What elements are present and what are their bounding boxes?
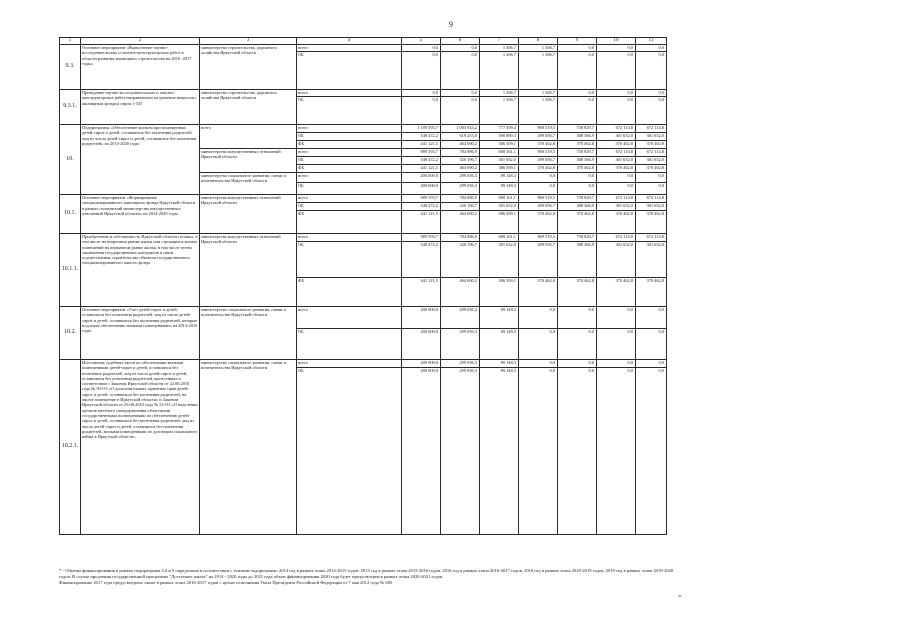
amount-cell: 0,0 xyxy=(597,90,636,97)
amount-cell: 0,0 xyxy=(636,368,667,535)
amount-cell: 1 189 593,7 xyxy=(402,125,441,133)
amount-cell: 777 309,4 xyxy=(480,125,519,133)
amount-cell: 1 306,7 xyxy=(519,52,558,90)
amount-cell: 0,0 xyxy=(636,45,667,52)
amount-cell: 301 652,0 xyxy=(597,203,636,211)
funding-source: ФБ xyxy=(297,278,402,307)
amount-cell: 0,0 xyxy=(402,45,441,52)
event-name: Проведение научно-исследовательских и опытно-конструкторских работ направленных на решение вопросов с жилищным фондом серии 1-335 xyxy=(81,90,200,125)
header-cell: 2 xyxy=(81,38,200,45)
header-cell: 10 xyxy=(597,38,636,45)
page-number: 9 xyxy=(449,20,453,29)
closing-quote-mark: ». xyxy=(678,593,683,599)
amount-cell: 784 886,9 xyxy=(441,195,480,203)
amount-cell: 464 690,2 xyxy=(441,211,480,234)
amount-cell: 370 462,8 xyxy=(519,278,558,307)
amount-cell: 386 509,1 xyxy=(480,211,519,234)
amount-cell: 301 652,0 xyxy=(636,242,667,278)
amount-cell: 1 306,7 xyxy=(480,52,519,90)
table-row xyxy=(60,45,667,52)
row-number: 9.3.1. xyxy=(60,90,81,125)
amount-cell: 672 114,8 xyxy=(636,234,667,242)
header-cell: 8 xyxy=(519,38,558,45)
funding-source: ФБ xyxy=(297,211,402,234)
executor: министерство строительства, дорожного хозяйства Иркутской области xyxy=(200,90,297,125)
header-cell: 4 xyxy=(297,38,402,45)
amount-cell: 370 462,8 xyxy=(636,278,667,307)
amount-cell: 0,0 xyxy=(519,173,558,183)
amount-cell: 0,0 xyxy=(558,90,597,97)
row-number: 10.1.1. xyxy=(60,234,81,307)
header-cell: 1 xyxy=(60,38,81,45)
amount-cell: 989 593,7 xyxy=(402,149,441,157)
amount-cell: 1 306,7 xyxy=(519,97,558,125)
funding-source: всего xyxy=(297,307,402,329)
amount-cell: 784 886,9 xyxy=(441,234,480,242)
amount-cell: 0,0 xyxy=(597,45,636,52)
event-name: Подпрограмма «Обеспечение жильем при помещенных детей-сирот и детей, оставшихся без попечения родителей, лиц из числа детей-сирот и детей, оставшихся без попечения родителей» на 2014-2020 годы xyxy=(81,125,200,195)
funding-source: всего xyxy=(297,90,402,97)
funding-source: ОБ xyxy=(297,242,402,278)
funding-source: всего xyxy=(297,173,402,183)
funding-source: всего xyxy=(297,149,402,157)
funding-source: ФБ xyxy=(297,141,402,149)
amount-cell: 320 196,7 xyxy=(441,242,480,278)
amount-cell: 869 519,5 xyxy=(519,195,558,203)
amount-cell: 989 593,7 xyxy=(402,234,441,242)
funding-source: ОБ xyxy=(297,97,402,125)
amount-cell: 370 462,8 xyxy=(597,211,636,234)
executor: министерство социального развития, опеки и попечительства Иркутской области xyxy=(200,173,297,195)
amount-cell: 619 253,0 xyxy=(441,133,480,141)
amount-cell: 301 652,0 xyxy=(636,133,667,141)
amount-cell: 370 462,8 xyxy=(519,211,558,234)
amount-cell: 0,0 xyxy=(636,307,667,329)
footnote-stages: * - Объемы финансирования в рамках подпрограмм 3,4 и 5 определены в соответствии с этапами подпрограмм: 2014 год в рамках этапа 2014-2015 годов, 2015 год в рамках этапа 2015-2016 годов, 2016 год в рамках этапа 2016-2017 годов, 2018 год в рамках этапа 2018-2019 годов, 2019 год в рамках этапа 2019-2020 годов. В случае продления государственной программы "Доступное жилье" на 2014 - 2020 годы до 2021 года объем финансирования 2020 года будет предусмотрен в рамках этапа 2020-2021 годов. xyxy=(59,568,674,580)
amount-cell: 0,0 xyxy=(558,45,597,52)
amount-cell: 548 472,2 xyxy=(402,203,441,211)
amount-cell: 464 690,2 xyxy=(441,278,480,307)
amount-cell: 441 121,5 xyxy=(402,211,441,234)
funding-source: ОБ xyxy=(297,52,402,90)
amount-cell: 0,0 xyxy=(558,183,597,195)
header-cell: 6 xyxy=(441,38,480,45)
funding-source: ОБ xyxy=(297,329,402,360)
amount-cell: 299 056,3 xyxy=(441,173,480,183)
amount-cell: 0,0 xyxy=(597,368,636,535)
amount-cell: 869 519,5 xyxy=(519,234,558,242)
amount-cell: 370 462,8 xyxy=(636,141,667,149)
funding-table xyxy=(59,37,667,535)
amount-cell: 672 114,8 xyxy=(597,234,636,242)
event-name: Основное мероприятие «Учет детей-сирот и детей, оставшихся без попечения родителей, лиц из числа детей-сирот и детей, оставшихся без попечения родителей, которые подлежат обеспечению жилыми помещениями» на 2014-2016 годы xyxy=(81,307,200,360)
amount-cell: 301 652,0 xyxy=(480,242,519,278)
executor: всего xyxy=(200,125,297,149)
amount-cell: 200 000,0 xyxy=(402,329,441,360)
amount-cell: 390 800,3 xyxy=(480,133,519,141)
row-number: 10.2.1. xyxy=(60,360,81,535)
amount-cell: 0,0 xyxy=(519,368,558,535)
amount-cell: 672 114,8 xyxy=(597,125,636,133)
amount-cell: 0,0 xyxy=(597,173,636,183)
amount-cell: 301 652,0 xyxy=(597,242,636,278)
amount-cell: 441 121,5 xyxy=(402,278,441,307)
amount-cell: 1 306,7 xyxy=(480,45,519,52)
amount-cell: 0,0 xyxy=(519,360,558,368)
amount-cell: 301 652,0 xyxy=(480,203,519,211)
amount-cell: 301 652,0 xyxy=(597,133,636,141)
table-row xyxy=(60,360,667,368)
amount-cell: 370 462,8 xyxy=(519,165,558,173)
amount-cell: 0,0 xyxy=(597,52,636,90)
row-number: 10.2. xyxy=(60,307,81,360)
funding-source: всего xyxy=(297,360,402,368)
amount-cell: 0,0 xyxy=(441,90,480,97)
header-cell: 9 xyxy=(558,38,597,45)
amount-cell: 386 509,1 xyxy=(480,141,519,149)
amount-cell: 388 366,9 xyxy=(558,157,597,165)
amount-cell: 200 000,0 xyxy=(402,368,441,535)
amount-cell: 0,0 xyxy=(558,368,597,535)
amount-cell: 386 509,1 xyxy=(480,278,519,307)
amount-cell: 0,0 xyxy=(597,97,636,125)
amount-cell: 0,0 xyxy=(636,97,667,125)
amount-cell: 499 056,7 xyxy=(519,133,558,141)
amount-cell: 758 829,7 xyxy=(558,195,597,203)
footnotes xyxy=(59,568,679,587)
funding-source: ОБ xyxy=(297,157,402,165)
amount-cell: 989 593,7 xyxy=(402,195,441,203)
funding-source: всего xyxy=(297,125,402,133)
amount-cell: 200 000,0 xyxy=(402,360,441,368)
amount-cell: 320 196,7 xyxy=(441,203,480,211)
amount-cell: 0,0 xyxy=(558,360,597,368)
header-cell: 5 xyxy=(402,38,441,45)
header-cell: 11 xyxy=(636,38,667,45)
amount-cell: 0,0 xyxy=(402,52,441,90)
amount-cell: 672 114,8 xyxy=(597,149,636,157)
amount-cell: 301 652,0 xyxy=(480,157,519,165)
amount-cell: 299 056,3 xyxy=(441,329,480,360)
amount-cell: 499 056,7 xyxy=(519,157,558,165)
funding-source: ОБ xyxy=(297,133,402,141)
amount-cell: 89 148,3 xyxy=(480,183,519,195)
event-name: Основное мероприятие «Выполнение научно-исследовательских и опытно-конструкторских работ в области развития жилищного строительства на 2016 -2017 годы» xyxy=(81,45,200,90)
amount-cell: 0,0 xyxy=(636,52,667,90)
funding-source: ОБ xyxy=(297,203,402,211)
amount-cell: 0,0 xyxy=(636,183,667,195)
amount-cell: 370 462,8 xyxy=(636,211,667,234)
amount-cell: 758 829,7 xyxy=(558,125,597,133)
table-row xyxy=(60,234,667,242)
amount-cell: 299 056,3 xyxy=(441,183,480,195)
amount-cell: 370 462,8 xyxy=(558,278,597,307)
executor: министерство строительства, дорожного хозяйства Иркутской области xyxy=(200,45,297,90)
amount-cell: 370 462,8 xyxy=(558,165,597,173)
amount-cell: 441 121,5 xyxy=(402,165,441,173)
amount-cell: 370 462,8 xyxy=(558,141,597,149)
amount-cell: 0,0 xyxy=(597,360,636,368)
event-name: Приобретение в собственность Иркутской области готовых, в том числе на вторичном рынке жилья или строящихся жилых помещений на первичном рынке жилья, в том числе путем заключения государственных контрактов в связи осуществления строительства объектов государственного специализированного жилого фонда xyxy=(81,234,200,307)
amount-cell: 0,0 xyxy=(441,52,480,90)
executor: министерство социального развития, опеки и попечительства Иркутской области xyxy=(200,360,297,535)
amount-cell: 869 519,5 xyxy=(519,149,558,157)
amount-cell: 0,0 xyxy=(441,97,480,125)
amount-cell: 386 509,1 xyxy=(480,165,519,173)
amount-cell: 784 886,9 xyxy=(441,149,480,157)
amount-cell: 370 462,8 xyxy=(597,141,636,149)
amount-cell: 370 462,8 xyxy=(597,165,636,173)
table-row xyxy=(60,125,667,133)
amount-cell: 1 306,7 xyxy=(480,90,519,97)
amount-cell: 299 056,3 xyxy=(441,360,480,368)
amount-cell: 0,0 xyxy=(558,97,597,125)
amount-cell: 299 056,3 xyxy=(441,307,480,329)
event-name: Основное мероприятие «Формирование специализированного жилищного фонда Иркутской области в рамках полномочий министерства имущественных отношений Иркутской области» на 2014-2020 годы xyxy=(81,195,200,234)
amount-cell: 1 083 943,2 xyxy=(441,125,480,133)
event-name: Исполнение судебных актов по обеспечению жилыми помещениями детей-сирот и детей, оставшихся без попечения родителей, лиц из числа детей-сирот и детей, оставшихся без попечения родителей, вынесенных в соответствии с Законом Иркутской области от 22.06.2010 года № 50-ОЗ «О дополнительных гарантиях прав детей-сирот и детей, оставшихся без попечения родителей, на жилое помещение в Иркутской области» и Законом Иркутской области от 29.06.2010 года № 52-ОЗ «О наделении органов местного самоуправления областными государственными полномочиями по обеспечению детей-сирот и детей, оставшихся без попечения родителей, лиц из числа детей-сирот и детей, оставшихся без попечения родителей, жилыми помещениями по договорам социального найма в Иркутской области» xyxy=(81,360,200,535)
amount-cell: 672 114,8 xyxy=(636,149,667,157)
executor: министерство социального развития, опеки и попечительства Иркутской области xyxy=(200,307,297,360)
table-row xyxy=(60,307,667,329)
amount-cell: 499 056,7 xyxy=(519,203,558,211)
amount-cell: 89 148,3 xyxy=(480,360,519,368)
row-number: 9.3. xyxy=(60,45,81,90)
amount-cell: 89 148,3 xyxy=(480,307,519,329)
amount-cell: 301 652,0 xyxy=(597,157,636,165)
amount-cell: 0,0 xyxy=(519,307,558,329)
amount-cell: 89 148,3 xyxy=(480,329,519,360)
amount-cell: 672 114,8 xyxy=(636,125,667,133)
amount-cell: 0,0 xyxy=(558,307,597,329)
header-row xyxy=(60,38,667,45)
row-number: 10.1. xyxy=(60,195,81,234)
amount-cell: 672 114,8 xyxy=(636,195,667,203)
amount-cell: 1 306,7 xyxy=(480,97,519,125)
table-row xyxy=(60,90,667,97)
amount-cell: 869 519,5 xyxy=(519,125,558,133)
amount-cell: 0,0 xyxy=(558,329,597,360)
amount-cell: 200 000,0 xyxy=(402,173,441,183)
amount-cell: 0,0 xyxy=(597,329,636,360)
amount-cell: 0,0 xyxy=(597,183,636,195)
header-cell: 3 xyxy=(200,38,297,45)
amount-cell: 89 148,3 xyxy=(480,173,519,183)
amount-cell: 388 366,9 xyxy=(558,203,597,211)
amount-cell: 688 161,1 xyxy=(480,149,519,157)
header-cell: 7 xyxy=(480,38,519,45)
amount-cell: 1 306,7 xyxy=(519,90,558,97)
amount-cell: 301 652,0 xyxy=(636,203,667,211)
amount-cell: 370 462,8 xyxy=(558,211,597,234)
amount-cell: 441 121,5 xyxy=(402,141,441,149)
amount-cell: 548 472,2 xyxy=(402,133,441,141)
amount-cell: 388 366,9 xyxy=(558,242,597,278)
row-number: 10. xyxy=(60,125,81,195)
amount-cell: 0,0 xyxy=(636,173,667,183)
amount-cell: 388 366,9 xyxy=(558,133,597,141)
amount-cell: 320 196,7 xyxy=(441,157,480,165)
executor: министерство имущественных отношений Иркутской области xyxy=(200,195,297,234)
amount-cell: 200 000,0 xyxy=(402,307,441,329)
amount-cell: 370 462,8 xyxy=(636,165,667,173)
amount-cell: 672 114,8 xyxy=(597,195,636,203)
amount-cell: 464 690,2 xyxy=(441,141,480,149)
funding-source: всего xyxy=(297,195,402,203)
amount-cell: 688 161,1 xyxy=(480,234,519,242)
amount-cell: 548 472,2 xyxy=(402,242,441,278)
amount-cell: 0,0 xyxy=(636,329,667,360)
amount-cell: 299 056,3 xyxy=(441,368,480,535)
amount-cell: 1 306,7 xyxy=(519,45,558,52)
amount-cell: 758 829,7 xyxy=(558,149,597,157)
amount-cell: 464 690,2 xyxy=(441,165,480,173)
amount-cell: 688 161,1 xyxy=(480,195,519,203)
amount-cell: 89 148,3 xyxy=(480,368,519,535)
amount-cell: 0,0 xyxy=(597,307,636,329)
amount-cell: 0,0 xyxy=(558,173,597,183)
funding-source: ОБ xyxy=(297,183,402,195)
amount-cell: 0,0 xyxy=(519,329,558,360)
funding-source: всего xyxy=(297,234,402,242)
footnote-2017: Финансирование 2017 года предусмотрено также в рамках этапа 2016-2017 годов с целью исполнения Указа Президента Российской Федерации от 7 мая 2012 года № 600 xyxy=(59,580,393,586)
amount-cell: 0,0 xyxy=(519,183,558,195)
executor: министерство имущественных отношений Иркутской области xyxy=(200,234,297,307)
amount-cell: 758 829,7 xyxy=(558,234,597,242)
funding-source: всего xyxy=(297,45,402,52)
amount-cell: 370 462,8 xyxy=(597,278,636,307)
amount-cell: 0,0 xyxy=(402,97,441,125)
amount-cell: 548 472,2 xyxy=(402,157,441,165)
table-row xyxy=(60,195,667,203)
amount-cell: 200 000,0 xyxy=(402,183,441,195)
executor: министерство имущественных отношений Иркутской области xyxy=(200,149,297,173)
funding-source: ФБ xyxy=(297,165,402,173)
amount-cell: 301 652,0 xyxy=(636,157,667,165)
funding-source: ОБ xyxy=(297,368,402,535)
amount-cell: 499 056,7 xyxy=(519,242,558,278)
amount-cell: 370 462,8 xyxy=(519,141,558,149)
amount-cell: 0,0 xyxy=(636,90,667,97)
amount-cell: 0,0 xyxy=(636,360,667,368)
amount-cell: 0,0 xyxy=(441,45,480,52)
amount-cell: 0,0 xyxy=(558,52,597,90)
amount-cell: 0,0 xyxy=(402,90,441,97)
